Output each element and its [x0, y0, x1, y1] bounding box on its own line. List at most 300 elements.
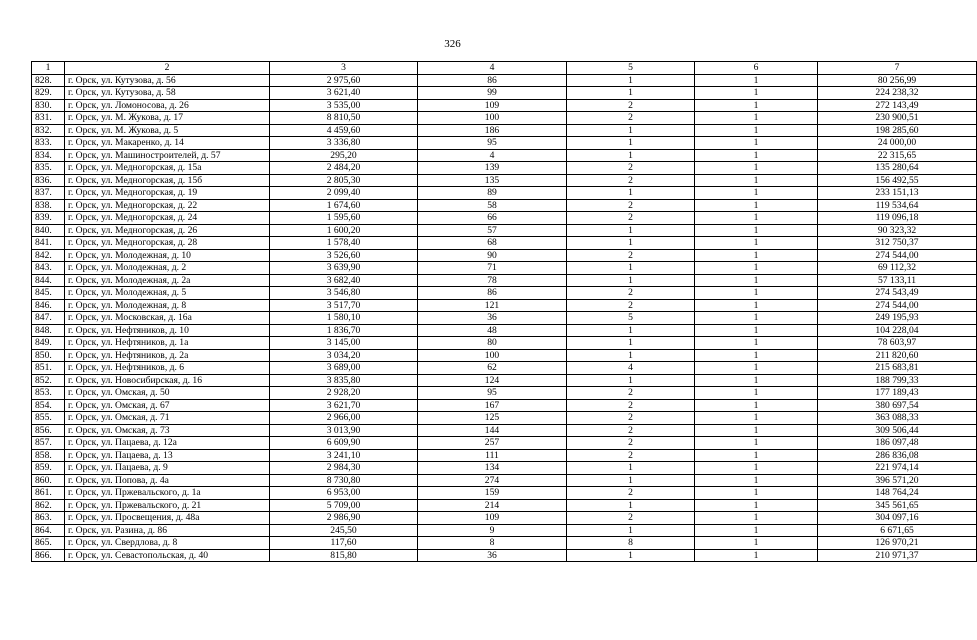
address-cell: г. Орск, ул. Пацаева, д. 13 — [65, 449, 270, 462]
amount-cell: 249 195,93 — [818, 312, 977, 325]
col-6-value-cell: 1 — [695, 512, 818, 525]
address-cell: г. Орск, ул. Свердлова, д. 8 — [65, 537, 270, 550]
table-row — [32, 512, 977, 525]
area-cell: 3 517,70 — [270, 299, 418, 312]
col-6-value-cell: 1 — [695, 124, 818, 137]
col-6-value-cell: 1 — [695, 87, 818, 100]
col-5-value-cell: 1 — [567, 224, 695, 237]
table-row — [32, 362, 977, 375]
area-cell: 2 805,30 — [270, 174, 418, 187]
amount-cell: 126 970,21 — [818, 537, 977, 550]
residents-cell: 86 — [418, 287, 567, 300]
table-row — [32, 124, 977, 137]
data-table — [31, 61, 977, 562]
address-cell: г. Орск, ул. Медногорская, д. 26 — [65, 224, 270, 237]
table-row — [32, 162, 977, 175]
address-cell: г. Орск, ул. Омская, д. 71 — [65, 412, 270, 425]
row-number-cell: 829. — [32, 87, 65, 100]
col-6-value-cell: 1 — [695, 74, 818, 87]
table-row — [32, 337, 977, 350]
address-cell: г. Орск, ул. Нефтяников, д. 10 — [65, 324, 270, 337]
address-cell: г. Орск, ул. Молодежная, д. 2а — [65, 274, 270, 287]
col-5-value-cell: 1 — [567, 237, 695, 250]
area-cell: 8 730,80 — [270, 474, 418, 487]
address-cell: г. Орск, ул. Просвещения, д. 48а — [65, 512, 270, 525]
table-row — [32, 299, 977, 312]
row-number-cell: 863. — [32, 512, 65, 525]
address-cell: г. Орск, ул. Медногорская, д. 22 — [65, 199, 270, 212]
address-cell: г. Орск, ул. Медногорская, д. 24 — [65, 212, 270, 225]
address-cell: г. Орск, ул. Пржевальского, д. 21 — [65, 499, 270, 512]
row-number-cell: 843. — [32, 262, 65, 275]
row-number-cell: 865. — [32, 537, 65, 550]
row-number-cell: 864. — [32, 524, 65, 537]
address-cell: г. Орск, ул. Нефтяников, д. 2а — [65, 349, 270, 362]
residents-cell: 214 — [418, 499, 567, 512]
residents-cell: 274 — [418, 474, 567, 487]
area-cell: 3 682,40 — [270, 274, 418, 287]
residents-cell: 90 — [418, 249, 567, 262]
address-cell: г. Орск, ул. М. Жукова, д. 17 — [65, 112, 270, 125]
col-6-value-cell: 1 — [695, 424, 818, 437]
col-6-value-cell: 1 — [695, 487, 818, 500]
amount-cell: 186 097,48 — [818, 437, 977, 450]
col-5-value-cell: 4 — [567, 362, 695, 375]
residents-cell: 109 — [418, 99, 567, 112]
residents-cell: 109 — [418, 512, 567, 525]
table-row — [32, 449, 977, 462]
amount-cell: 274 544,00 — [818, 249, 977, 262]
col-6-value-cell: 1 — [695, 474, 818, 487]
residents-cell: 99 — [418, 87, 567, 100]
residents-cell: 78 — [418, 274, 567, 287]
col-5-value-cell: 1 — [567, 187, 695, 200]
table-row — [32, 212, 977, 225]
row-number-cell: 856. — [32, 424, 65, 437]
col-5-value-cell: 2 — [567, 399, 695, 412]
table-row — [32, 412, 977, 425]
table-row — [32, 499, 977, 512]
area-cell: 245,50 — [270, 524, 418, 537]
residents-cell: 48 — [418, 324, 567, 337]
area-cell: 3 013,90 — [270, 424, 418, 437]
area-cell: 3 241,10 — [270, 449, 418, 462]
residents-cell: 68 — [418, 237, 567, 250]
col-6-value-cell: 1 — [695, 199, 818, 212]
col-5-value-cell: 1 — [567, 524, 695, 537]
amount-cell: 345 561,65 — [818, 499, 977, 512]
table-row — [32, 487, 977, 500]
col-5-value-cell: 2 — [567, 487, 695, 500]
area-cell: 295,20 — [270, 149, 418, 162]
col-6-value-cell: 1 — [695, 99, 818, 112]
column-header-2: 2 — [65, 62, 270, 75]
col-5-value-cell: 1 — [567, 549, 695, 562]
amount-cell: 396 571,20 — [818, 474, 977, 487]
area-cell: 5 709,00 — [270, 499, 418, 512]
area-cell: 3 034,20 — [270, 349, 418, 362]
address-cell: г. Орск, ул. Медногорская, д. 19 — [65, 187, 270, 200]
residents-cell: 86 — [418, 74, 567, 87]
table-row — [32, 74, 977, 87]
residents-cell: 66 — [418, 212, 567, 225]
residents-cell: 124 — [418, 374, 567, 387]
address-cell: г. Орск, ул. Новосибирская, д. 16 — [65, 374, 270, 387]
row-number-cell: 862. — [32, 499, 65, 512]
amount-cell: 274 544,00 — [818, 299, 977, 312]
row-number-cell: 858. — [32, 449, 65, 462]
amount-cell: 198 285,60 — [818, 124, 977, 137]
residents-cell: 186 — [418, 124, 567, 137]
col-6-value-cell: 1 — [695, 374, 818, 387]
row-number-cell: 842. — [32, 249, 65, 262]
residents-cell: 57 — [418, 224, 567, 237]
area-cell: 2 975,60 — [270, 74, 418, 87]
col-6-value-cell: 1 — [695, 187, 818, 200]
amount-cell: 286 836,08 — [818, 449, 977, 462]
address-cell: г. Орск, ул. Кутузова, д. 56 — [65, 74, 270, 87]
col-6-value-cell: 1 — [695, 537, 818, 550]
col-6-value-cell: 1 — [695, 287, 818, 300]
row-number-cell: 846. — [32, 299, 65, 312]
col-6-value-cell: 1 — [695, 137, 818, 150]
area-cell: 2 966,00 — [270, 412, 418, 425]
area-cell: 2 986,90 — [270, 512, 418, 525]
area-cell: 1 674,60 — [270, 199, 418, 212]
area-cell: 1 595,60 — [270, 212, 418, 225]
row-number-cell: 854. — [32, 399, 65, 412]
col-6-value-cell: 1 — [695, 212, 818, 225]
amount-cell: 309 506,44 — [818, 424, 977, 437]
area-cell: 3 535,00 — [270, 99, 418, 112]
address-cell: г. Орск, ул. Омская, д. 73 — [65, 424, 270, 437]
address-cell: г. Орск, ул. Молодежная, д. 2 — [65, 262, 270, 275]
area-cell: 2 928,20 — [270, 387, 418, 400]
amount-cell: 104 228,04 — [818, 324, 977, 337]
residents-cell: 257 — [418, 437, 567, 450]
row-number-cell: 857. — [32, 437, 65, 450]
area-cell: 117,60 — [270, 537, 418, 550]
table-row — [32, 224, 977, 237]
row-number-cell: 847. — [32, 312, 65, 325]
amount-cell: 210 971,37 — [818, 549, 977, 562]
column-header-3: 3 — [270, 62, 418, 75]
row-number-cell: 840. — [32, 224, 65, 237]
col-5-value-cell: 2 — [567, 287, 695, 300]
row-number-cell: 866. — [32, 549, 65, 562]
col-6-value-cell: 1 — [695, 462, 818, 475]
col-6-value-cell: 1 — [695, 437, 818, 450]
residents-cell: 58 — [418, 199, 567, 212]
col-5-value-cell: 1 — [567, 124, 695, 137]
residents-cell: 134 — [418, 462, 567, 475]
col-6-value-cell: 1 — [695, 174, 818, 187]
col-5-value-cell: 1 — [567, 474, 695, 487]
address-cell: г. Орск, ул. Московская, д. 16а — [65, 312, 270, 325]
table-row — [32, 387, 977, 400]
table-row — [32, 437, 977, 450]
area-cell: 2 984,30 — [270, 462, 418, 475]
col-6-value-cell: 1 — [695, 399, 818, 412]
amount-cell: 363 088,33 — [818, 412, 977, 425]
column-header-6: 6 — [695, 62, 818, 75]
amount-cell: 119 096,18 — [818, 212, 977, 225]
col-6-value-cell: 1 — [695, 499, 818, 512]
col-5-value-cell: 2 — [567, 249, 695, 262]
table-row — [32, 174, 977, 187]
col-6-value-cell: 1 — [695, 324, 818, 337]
col-5-value-cell: 2 — [567, 424, 695, 437]
amount-cell: 148 764,24 — [818, 487, 977, 500]
address-cell: г. Орск, ул. Медногорская, д. 15а — [65, 162, 270, 175]
row-number-cell: 844. — [32, 274, 65, 287]
area-cell: 1 836,70 — [270, 324, 418, 337]
table-row — [32, 349, 977, 362]
address-cell: г. Орск, ул. Омская, д. 50 — [65, 387, 270, 400]
address-cell: г. Орск, ул. Молодежная, д. 8 — [65, 299, 270, 312]
address-cell: г. Орск, ул. Кутузова, д. 58 — [65, 87, 270, 100]
row-number-cell: 836. — [32, 174, 65, 187]
row-number-cell: 845. — [32, 287, 65, 300]
table-row — [32, 187, 977, 200]
row-number-cell: 832. — [32, 124, 65, 137]
col-6-value-cell: 1 — [695, 274, 818, 287]
area-cell: 815,80 — [270, 549, 418, 562]
col-5-value-cell: 2 — [567, 412, 695, 425]
address-cell: г. Орск, ул. Нефтяников, д. 6 — [65, 362, 270, 375]
col-6-value-cell: 1 — [695, 312, 818, 325]
residents-cell: 62 — [418, 362, 567, 375]
row-number-cell: 852. — [32, 374, 65, 387]
residents-cell: 89 — [418, 187, 567, 200]
col-5-value-cell: 1 — [567, 349, 695, 362]
amount-cell: 156 492,55 — [818, 174, 977, 187]
amount-cell: 221 974,14 — [818, 462, 977, 475]
column-header-7: 7 — [818, 62, 977, 75]
col-5-value-cell: 8 — [567, 537, 695, 550]
col-5-value-cell: 1 — [567, 374, 695, 387]
address-cell: г. Орск, ул. Пацаева, д. 12а — [65, 437, 270, 450]
col-6-value-cell: 1 — [695, 349, 818, 362]
table-row — [32, 399, 977, 412]
amount-cell: 304 097,16 — [818, 512, 977, 525]
col-5-value-cell: 1 — [567, 262, 695, 275]
area-cell: 3 336,80 — [270, 137, 418, 150]
col-5-value-cell: 2 — [567, 212, 695, 225]
residents-cell: 125 — [418, 412, 567, 425]
table-row — [32, 112, 977, 125]
col-5-value-cell: 2 — [567, 387, 695, 400]
col-5-value-cell: 2 — [567, 199, 695, 212]
page-number: 326 — [444, 38, 461, 50]
col-6-value-cell: 1 — [695, 262, 818, 275]
col-6-value-cell: 1 — [695, 524, 818, 537]
residents-cell: 36 — [418, 549, 567, 562]
table-row — [32, 312, 977, 325]
area-cell: 3 546,80 — [270, 287, 418, 300]
amount-cell: 119 534,64 — [818, 199, 977, 212]
col-5-value-cell: 1 — [567, 137, 695, 150]
col-5-value-cell: 1 — [567, 499, 695, 512]
col-6-value-cell: 1 — [695, 299, 818, 312]
residents-cell: 36 — [418, 312, 567, 325]
residents-cell: 167 — [418, 399, 567, 412]
col-6-value-cell: 1 — [695, 224, 818, 237]
row-number-cell: 835. — [32, 162, 65, 175]
residents-cell: 80 — [418, 337, 567, 350]
amount-cell: 6 671,65 — [818, 524, 977, 537]
area-cell: 1 580,10 — [270, 312, 418, 325]
address-cell: г. Орск, ул. Макаренко, д. 14 — [65, 137, 270, 150]
table-row — [32, 262, 977, 275]
row-number-cell: 828. — [32, 74, 65, 87]
area-cell: 3 639,90 — [270, 262, 418, 275]
row-number-cell: 855. — [32, 412, 65, 425]
area-cell: 3 835,80 — [270, 374, 418, 387]
row-number-cell: 859. — [32, 462, 65, 475]
address-cell: г. Орск, ул. Молодежная, д. 10 — [65, 249, 270, 262]
amount-cell: 312 750,37 — [818, 237, 977, 250]
col-5-value-cell: 2 — [567, 112, 695, 125]
residents-cell: 159 — [418, 487, 567, 500]
table-header-row — [32, 62, 977, 75]
table-body — [32, 74, 977, 562]
table-row — [32, 424, 977, 437]
col-6-value-cell: 1 — [695, 237, 818, 250]
table-row — [32, 137, 977, 150]
residents-cell: 100 — [418, 112, 567, 125]
table-row — [32, 549, 977, 562]
amount-cell: 233 151,13 — [818, 187, 977, 200]
residents-cell: 139 — [418, 162, 567, 175]
amount-cell: 69 112,32 — [818, 262, 977, 275]
col-6-value-cell: 1 — [695, 412, 818, 425]
col-5-value-cell: 2 — [567, 162, 695, 175]
row-number-cell: 838. — [32, 199, 65, 212]
residents-cell: 71 — [418, 262, 567, 275]
col-5-value-cell: 2 — [567, 449, 695, 462]
area-cell: 3 621,70 — [270, 399, 418, 412]
column-header-1: 1 — [32, 62, 65, 75]
area-cell: 3 526,60 — [270, 249, 418, 262]
area-cell: 1 600,20 — [270, 224, 418, 237]
col-6-value-cell: 1 — [695, 112, 818, 125]
col-6-value-cell: 1 — [695, 362, 818, 375]
col-5-value-cell: 2 — [567, 174, 695, 187]
area-cell: 4 459,60 — [270, 124, 418, 137]
address-cell: г. Орск, ул. Пржевальского, д. 1а — [65, 487, 270, 500]
amount-cell: 90 323,32 — [818, 224, 977, 237]
table-row — [32, 324, 977, 337]
amount-cell: 224 238,32 — [818, 87, 977, 100]
amount-cell: 380 697,54 — [818, 399, 977, 412]
table-row — [32, 287, 977, 300]
row-number-cell: 837. — [32, 187, 65, 200]
address-cell: г. Орск, ул. Разина, д. 86 — [65, 524, 270, 537]
col-6-value-cell: 1 — [695, 162, 818, 175]
address-cell: г. Орск, ул. М. Жукова, д. 5 — [65, 124, 270, 137]
row-number-cell: 848. — [32, 324, 65, 337]
residents-cell: 95 — [418, 137, 567, 150]
col-5-value-cell: 1 — [567, 462, 695, 475]
table-row — [32, 524, 977, 537]
area-cell: 3 621,40 — [270, 87, 418, 100]
amount-cell: 177 189,43 — [818, 387, 977, 400]
amount-cell: 24 000,00 — [818, 137, 977, 150]
table-row — [32, 199, 977, 212]
column-header-4: 4 — [418, 62, 567, 75]
area-cell: 3 689,00 — [270, 362, 418, 375]
residents-cell: 100 — [418, 349, 567, 362]
table-row — [32, 474, 977, 487]
row-number-cell: 850. — [32, 349, 65, 362]
table-row — [32, 237, 977, 250]
residents-cell: 4 — [418, 149, 567, 162]
row-number-cell: 861. — [32, 487, 65, 500]
table-row — [32, 274, 977, 287]
col-5-value-cell: 2 — [567, 512, 695, 525]
table-row — [32, 149, 977, 162]
row-number-cell: 841. — [32, 237, 65, 250]
table-row — [32, 99, 977, 112]
amount-cell: 272 143,49 — [818, 99, 977, 112]
row-number-cell: 853. — [32, 387, 65, 400]
residents-cell: 8 — [418, 537, 567, 550]
address-cell: г. Орск, ул. Ломоносова, д. 26 — [65, 99, 270, 112]
amount-cell: 274 543,49 — [818, 287, 977, 300]
row-number-cell: 851. — [32, 362, 65, 375]
address-cell: г. Орск, ул. Медногорская, д. 15б — [65, 174, 270, 187]
amount-cell: 57 133,11 — [818, 274, 977, 287]
row-number-cell: 830. — [32, 99, 65, 112]
address-cell: г. Орск, ул. Нефтяников, д. 1а — [65, 337, 270, 350]
address-cell: г. Орск, ул. Омская, д. 67 — [65, 399, 270, 412]
table-row — [32, 462, 977, 475]
address-cell: г. Орск, ул. Машиностроителей, д. 57 — [65, 149, 270, 162]
col-5-value-cell: 1 — [567, 74, 695, 87]
amount-cell: 78 603,97 — [818, 337, 977, 350]
table-row — [32, 87, 977, 100]
col-6-value-cell: 1 — [695, 337, 818, 350]
residents-cell: 144 — [418, 424, 567, 437]
amount-cell: 215 683,81 — [818, 362, 977, 375]
area-cell: 2 484,20 — [270, 162, 418, 175]
col-6-value-cell: 1 — [695, 149, 818, 162]
col-5-value-cell: 2 — [567, 437, 695, 450]
row-number-cell: 834. — [32, 149, 65, 162]
residents-cell: 95 — [418, 387, 567, 400]
area-cell: 6 609,90 — [270, 437, 418, 450]
amount-cell: 22 315,65 — [818, 149, 977, 162]
address-cell: г. Орск, ул. Медногорская, д. 28 — [65, 237, 270, 250]
col-5-value-cell: 1 — [567, 149, 695, 162]
address-cell: г. Орск, ул. Севастопольская, д. 40 — [65, 549, 270, 562]
residents-cell: 121 — [418, 299, 567, 312]
area-cell: 1 578,40 — [270, 237, 418, 250]
column-header-5: 5 — [567, 62, 695, 75]
row-number-cell: 860. — [32, 474, 65, 487]
col-5-value-cell: 2 — [567, 99, 695, 112]
row-number-cell: 833. — [32, 137, 65, 150]
row-number-cell: 831. — [32, 112, 65, 125]
col-5-value-cell: 5 — [567, 312, 695, 325]
residents-cell: 111 — [418, 449, 567, 462]
amount-cell: 230 900,51 — [818, 112, 977, 125]
col-6-value-cell: 1 — [695, 549, 818, 562]
amount-cell: 188 799,33 — [818, 374, 977, 387]
col-5-value-cell: 1 — [567, 337, 695, 350]
col-5-value-cell: 1 — [567, 87, 695, 100]
